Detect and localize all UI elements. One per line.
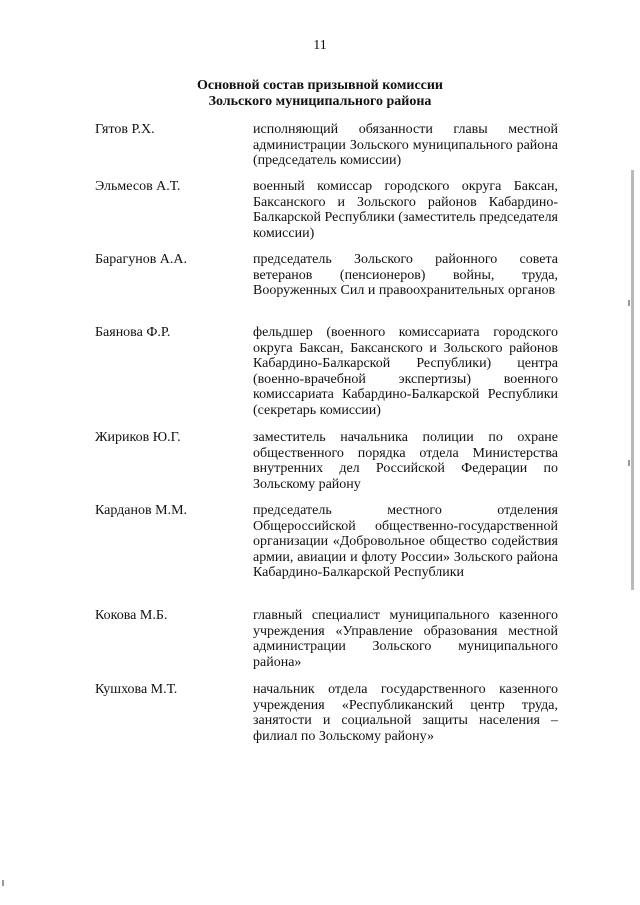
member-name: Барагунов А.А.	[95, 252, 188, 267]
title-line-2: Зольского муниципального района	[208, 94, 432, 109]
scan-dot	[2, 880, 4, 886]
member-name: Баянова Ф.Р.	[95, 325, 171, 340]
member-name: Кушхова М.Т.	[95, 682, 178, 697]
member-name: Жириков Ю.Г.	[95, 430, 181, 445]
scan-dot	[628, 460, 630, 466]
member-role: главный специалист муниципального казенного учреждения «Управление образования местной администрации Зольского муниципального района»	[253, 608, 558, 670]
member-role: заместитель начальника полиции по охране общественного порядка отдела Министерства внутренних дел Российской Федерации по Зольскому району	[253, 430, 558, 492]
member-role: фельдшер (военного комиссариата городского округа Баксан, Баксанского и Зольского районов Кабардино-Балкарской Республики) центра (военно-врачебной экспертизы) военного комиссариата Кабардино-Балкарской Республики (секретарь комиссии)	[253, 325, 558, 418]
member-name: Гятов Р.Х.	[95, 122, 155, 137]
member-role: исполняющий обязанности главы местной администрации Зольского муниципального района (председатель комиссии)	[253, 122, 558, 169]
member-role: военный комиссар городского округа Баксан, Баксанского и Зольского районов Кабардино-Балкарской Республики (заместитель председателя комиссии)	[253, 179, 558, 241]
member-role: начальник отдела государственного казенного учреждения «Республиканский центр труда, занятости и социальной защиты населения – филиал по Зольскому району»	[253, 682, 558, 744]
document-title	[0, 78, 640, 110]
member-role: председатель Зольского районного совета ветеранов (пенсионеров) войны, труда, Вооруженных Сил и правоохранительных органов	[253, 252, 558, 299]
member-name: Карданов М.М.	[95, 503, 188, 518]
page-number: 11	[313, 38, 327, 53]
member-role: председатель местного отделения Общероссийской общественно-государственной организации «Добровольное общество содействия армии, авиации и флоту России» Зольского района Кабардино-Балкарской Республики	[253, 503, 558, 581]
scan-dot	[628, 300, 630, 306]
member-name: Эльмесов А.Т.	[95, 179, 181, 194]
member-name: Кокова М.Б.	[95, 608, 168, 623]
scan-edge-mark	[631, 170, 634, 590]
title-line-1: Основной состав призывной комиссии	[197, 78, 443, 93]
